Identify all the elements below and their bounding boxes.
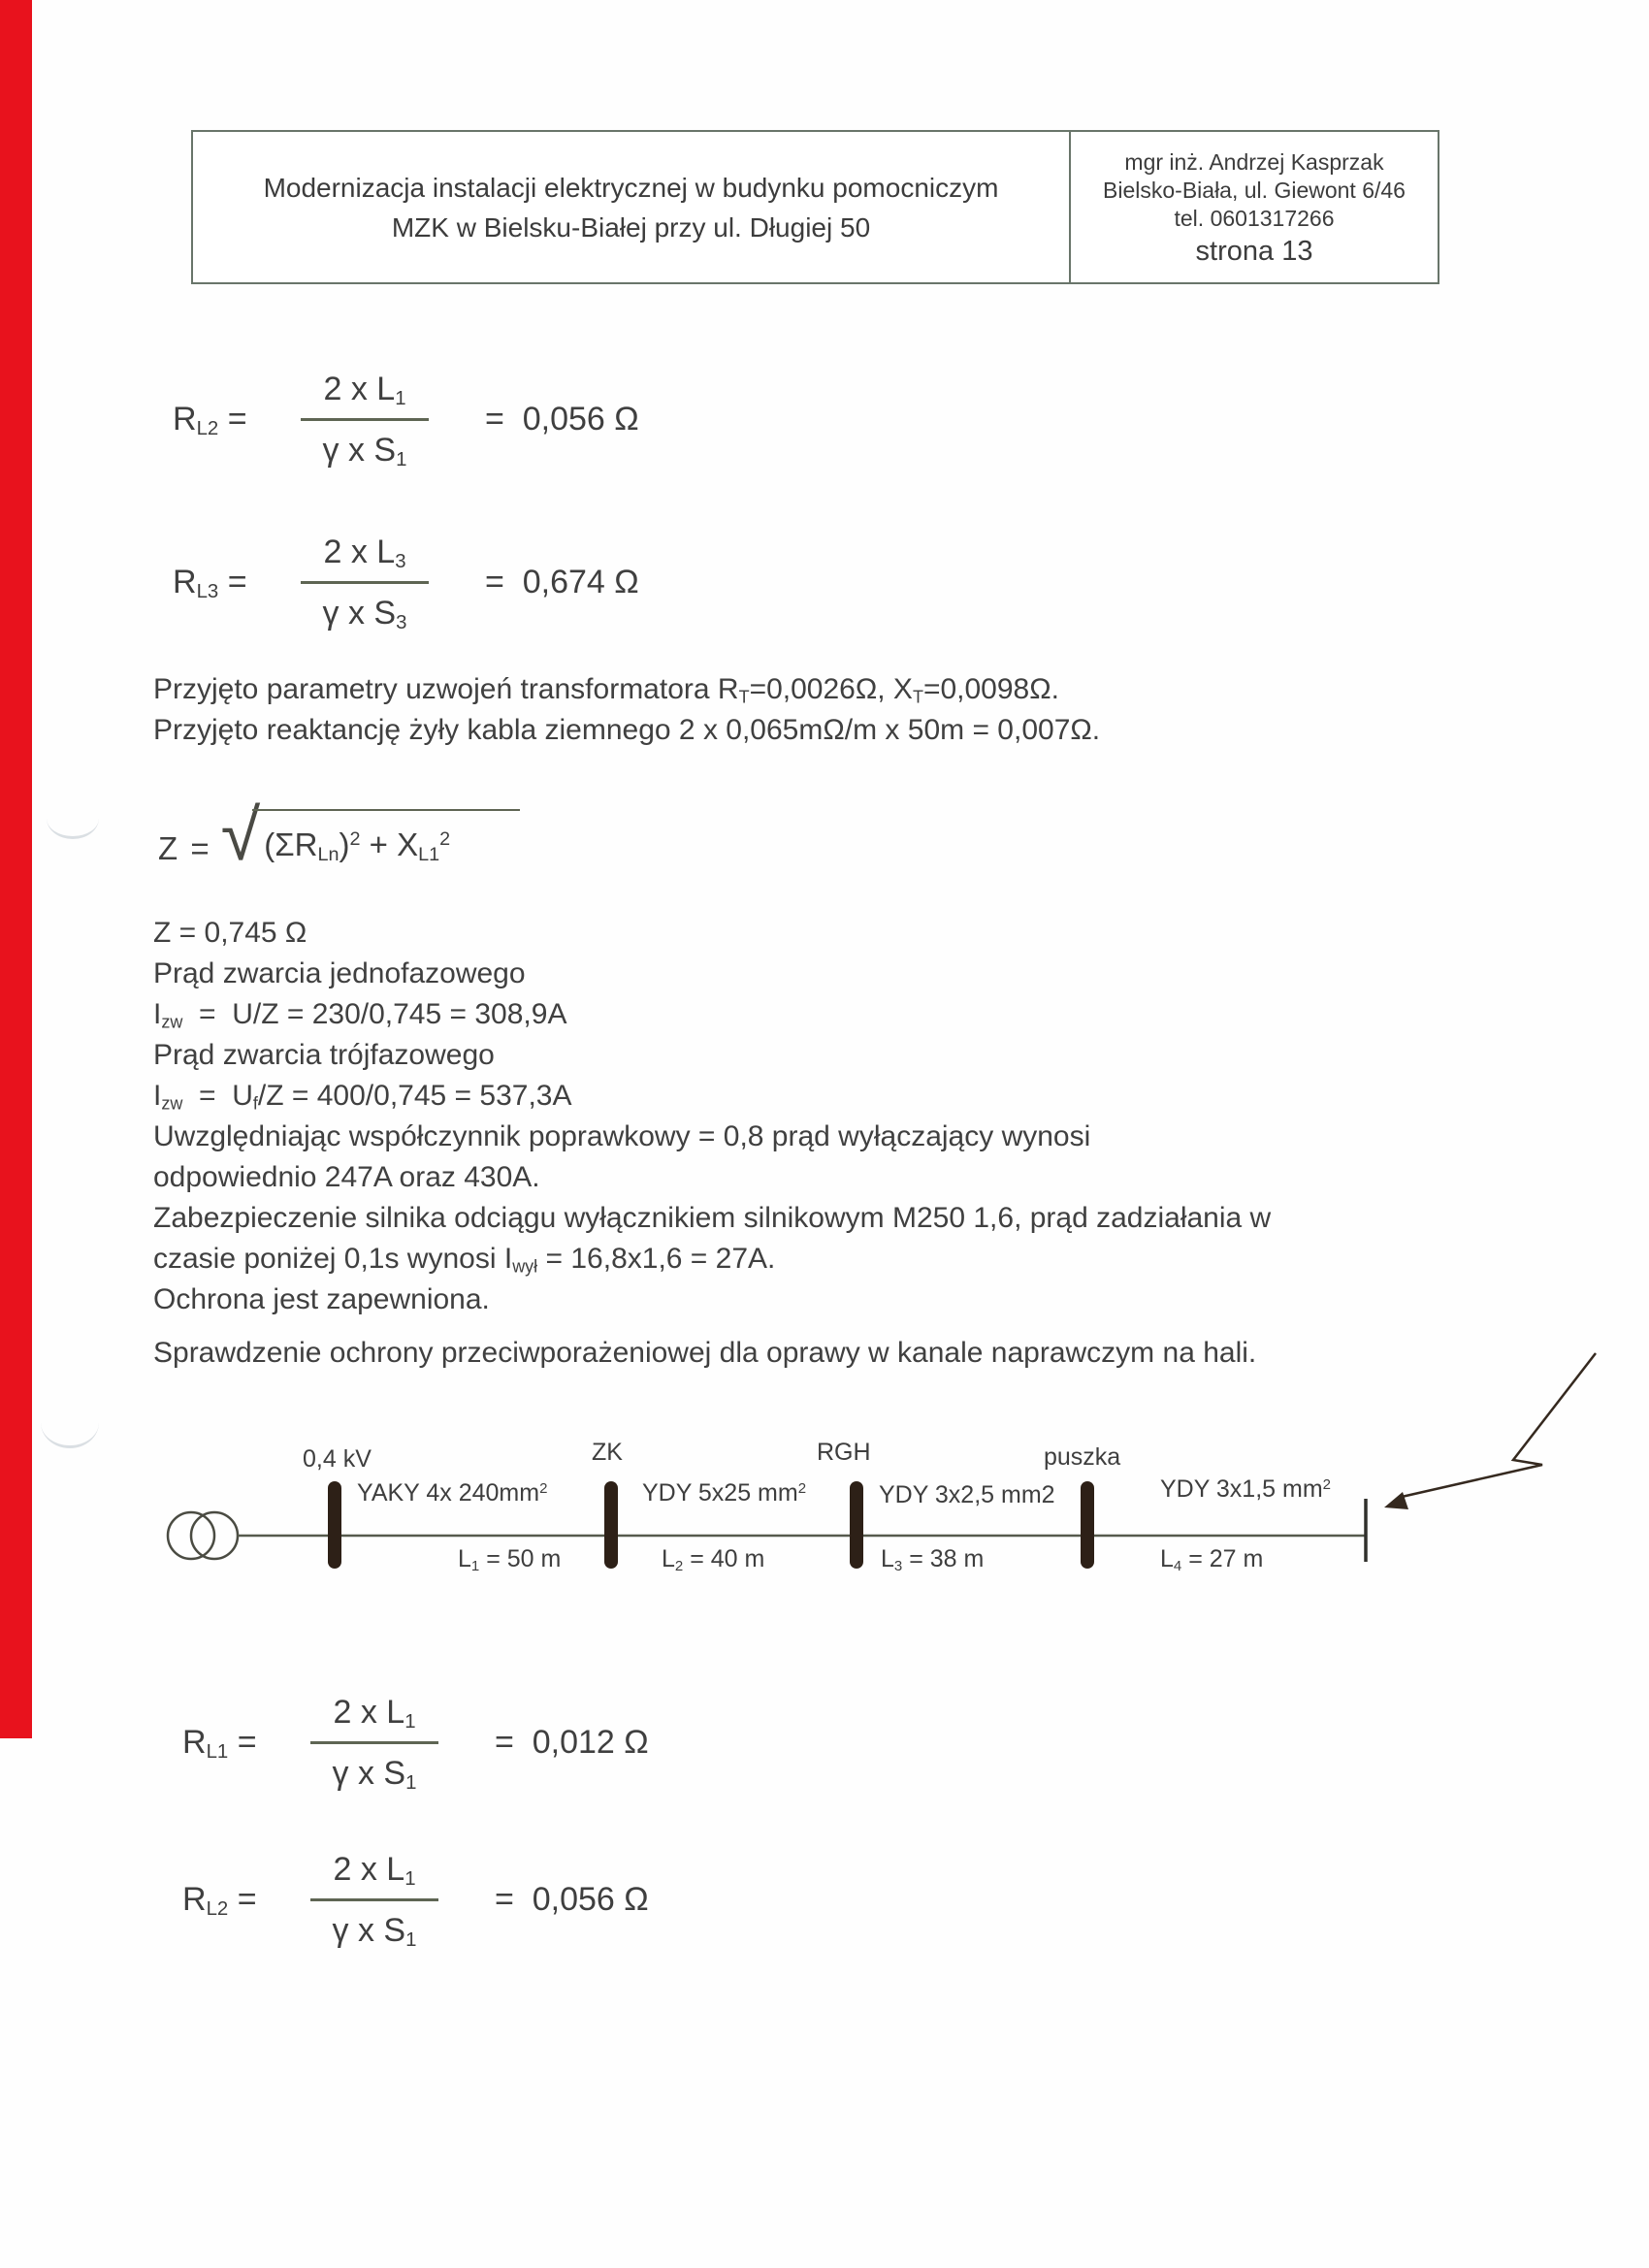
formula-result: = 0,056 Ω <box>485 400 639 437</box>
busbar-puszka <box>1081 1481 1094 1569</box>
impedance-lhs: Z = <box>158 830 211 866</box>
author-block <box>1069 132 1438 282</box>
length-label-1: $L_1 = 50$ m <box>458 1545 562 1574</box>
red-binding-strip <box>0 0 32 1738</box>
formula-rl2-bottom <box>182 1849 649 1951</box>
project-title <box>193 132 1069 282</box>
fraction-numerator: 2 x $L_1$ <box>323 371 406 410</box>
fraction-bar <box>310 1741 438 1744</box>
impedance-formula <box>158 794 520 875</box>
text-line: czasie poniżej 0,1s wynosi $I_{wył} = 16,8x1,6 = 27A$. <box>153 1243 776 1277</box>
bus-label-rgh: RGH <box>817 1439 871 1466</box>
formula-lhs: $R_{L1}$ = <box>182 1723 257 1763</box>
author-address: Bielsko-Biała, ul. Giewont 6/46 <box>1103 178 1406 203</box>
fraction-numerator: 2 x $L_1$ <box>333 1694 416 1733</box>
short-circuit-arrow <box>1402 1353 1596 1497</box>
formula-lhs: $R_{L3}$ = <box>173 563 247 602</box>
cable-label-1: YAKY 4x $240mm^2$ <box>357 1479 548 1507</box>
text-line: Z = 0,745 Ω <box>153 917 307 949</box>
formula-rl3 <box>173 532 639 633</box>
fraction-bar <box>310 1898 438 1901</box>
short-circuit-arrowhead <box>1384 1492 1408 1509</box>
busbar-zk <box>604 1481 618 1569</box>
fraction <box>287 1849 462 1951</box>
length-label-3: $L_3 = 38$ m <box>881 1545 985 1574</box>
text-line: Prąd zwarcia trójfazowego <box>153 1039 495 1071</box>
busbar-04kv <box>328 1481 341 1569</box>
cable-label-4: YDY 3x1,5 $mm^2$ <box>1160 1475 1331 1503</box>
fraction-denominator: γ x $S_1$ <box>332 1754 417 1794</box>
intro-paragraph <box>153 669 1100 751</box>
length-label-4: $L_4 = 27$ m <box>1160 1545 1264 1574</box>
formula-lhs: $R_{L2}$ = <box>182 1880 257 1920</box>
formula-rl1 <box>182 1692 649 1794</box>
cable-label-3: YDY 3x2,5 mm2 <box>879 1481 1055 1508</box>
project-title-line1: Modernizacja instalacji elektrycznej w budynku pomocniczym <box>263 172 999 203</box>
fraction-bar <box>301 581 429 584</box>
text-line: Uwzględniając współczynnik poprawkowy = 0,8 prąd wyłączający wynosi <box>153 1120 1091 1152</box>
header-box <box>191 130 1439 284</box>
text-line: $I_{zw} = U/Z = 230/0,745 = 308,9A$ <box>153 998 567 1032</box>
text-line: Sprawdzenie ochrony przeciwporażeniowej dla oprawy w kanale naprawczym na hali. <box>153 1337 1257 1369</box>
fraction-numerator: 2 x $L_3$ <box>323 534 406 573</box>
circuit-diagram <box>136 1344 1649 1654</box>
formula-result: = 0,012 Ω <box>495 1723 649 1761</box>
fraction <box>287 1692 462 1794</box>
radical-sign: √ <box>220 794 261 875</box>
bus-label-zk: ZK <box>592 1439 623 1466</box>
fraction-denominator: γ x $S_1$ <box>322 431 407 470</box>
text-line: Przyjęto parametry uzwojeń transformatora $R_T=0,0026\Omega$, $X_T=0,0098\Omega$. <box>153 673 1059 707</box>
formula-result: = 0,056 Ω <box>495 1880 649 1918</box>
calculation-block <box>153 913 1271 1320</box>
formula-result: = 0,674 Ω <box>485 563 639 600</box>
length-label-2: $L_2 = 40$ m <box>662 1545 765 1574</box>
source-voltage-label: 0,4 kV <box>303 1445 372 1473</box>
bus-label-puszka: puszka <box>1044 1443 1121 1471</box>
project-title-line2: MZK w Bielsku-Białej przy ul. Długiej 50 <box>391 211 871 243</box>
text-line: Prąd zwarcia jednofazowego <box>153 957 526 989</box>
fraction-bar <box>301 418 429 421</box>
text-line: Ochrona jest zapewniona. <box>153 1283 490 1315</box>
radical-content: $(\Sigma R_{Ln})^2 + X_{L1}^2$ <box>252 809 520 863</box>
pencil-arc-mark <box>41 1397 99 1448</box>
fraction <box>277 532 452 633</box>
fraction-numerator: 2 x $L_1$ <box>333 1851 416 1891</box>
pencil-arc-mark <box>47 797 99 839</box>
author-name: mgr inż. Andrzej Kasprzak <box>1124 149 1384 175</box>
cable-label-2: YDY 5x25 $mm^2$ <box>642 1479 807 1507</box>
author-phone: tel. 0601317266 <box>1174 206 1335 231</box>
formula-rl2 <box>173 369 639 470</box>
text-line: odpowiednio 247A oraz 430A. <box>153 1161 540 1193</box>
fraction <box>277 369 452 470</box>
text-line: Zabezpieczenie silnika odciągu wyłącznikiem silnikowym M250 1,6, prąd zadziałania w <box>153 1202 1272 1234</box>
fraction-denominator: γ x $S_3$ <box>322 594 407 633</box>
fraction-denominator: γ x $S_1$ <box>332 1911 417 1951</box>
formula-lhs: $R_{L2}$ = <box>173 400 247 439</box>
page-number: strona 13 <box>1195 236 1313 267</box>
busbar-rgh <box>850 1481 863 1569</box>
text-line: Przyjęto reaktancję żyły kabla ziemnego 2 x 0,065mΩ/m x 50m = 0,007Ω. <box>153 714 1101 746</box>
text-line: $I_{zw} = U_f/Z = 400/0,745 = 537,3A$ <box>153 1080 572 1114</box>
